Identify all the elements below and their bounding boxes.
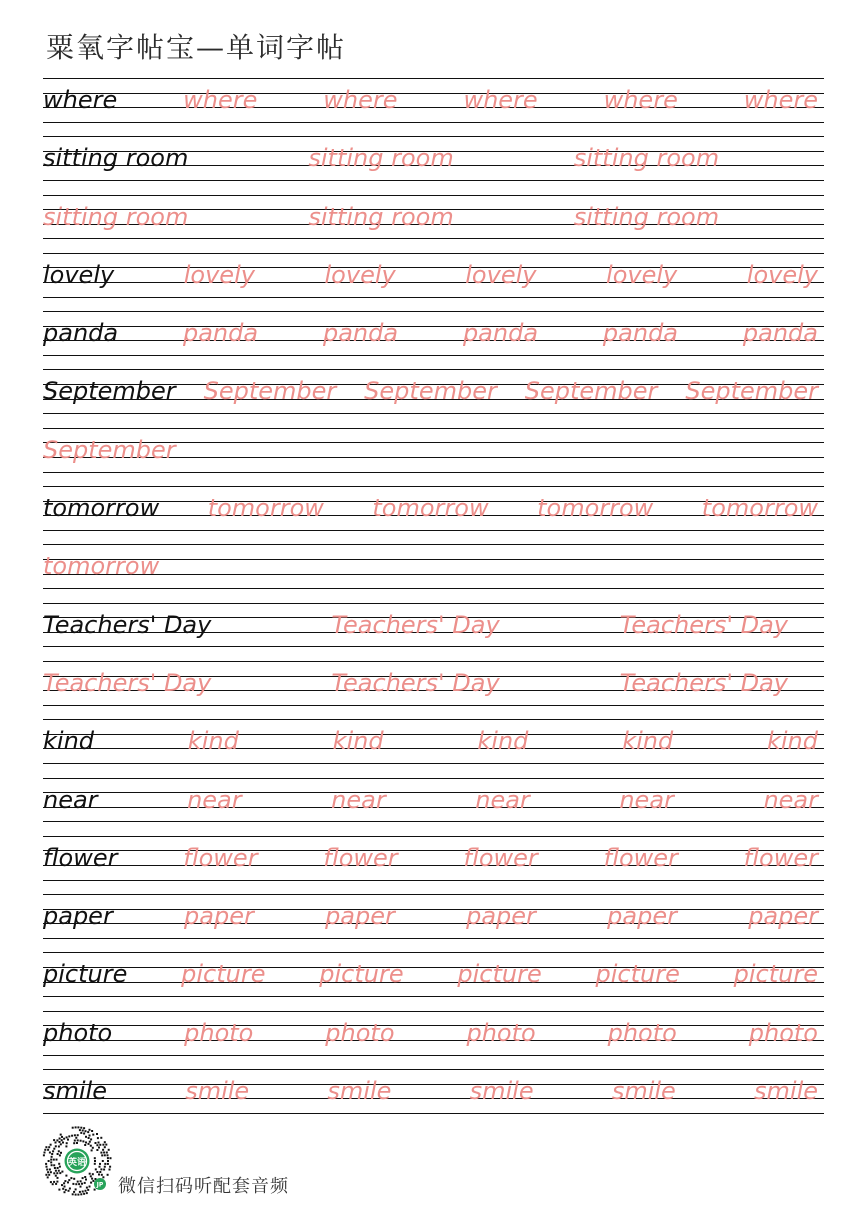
guide-line: [43, 646, 824, 647]
guide-line: [43, 297, 824, 298]
practice-row: [43, 369, 824, 427]
trace-word: sitting room: [308, 144, 454, 173]
trace-word: paper: [466, 902, 536, 931]
guide-line: [43, 763, 824, 764]
practice-row: [43, 253, 824, 311]
guide-line: [43, 107, 824, 108]
model-word: tomorrow: [43, 494, 160, 523]
guide-line: [43, 865, 824, 866]
guide-line: [43, 1055, 824, 1056]
guide-line: [43, 821, 824, 822]
model-word: photo: [43, 1018, 113, 1047]
guide-line: [43, 1113, 824, 1114]
trace-word: paper: [325, 902, 395, 931]
trace-word: where: [323, 86, 398, 114]
trace-word: sitting room: [308, 202, 454, 231]
guide-line: [43, 748, 824, 749]
guide-line: [43, 355, 824, 356]
guide-line: [43, 282, 824, 283]
guide-line: [43, 603, 824, 604]
trace-word: Teachers' Day: [331, 610, 500, 639]
trace-word: where: [463, 86, 538, 114]
trace-word: where: [603, 86, 678, 114]
trace-word: September: [203, 377, 337, 406]
practice-sheet: [43, 78, 824, 1114]
practice-row: [43, 778, 824, 836]
qr-code-icon[interactable]: [41, 1126, 113, 1198]
practice-row: [43, 894, 824, 952]
guide-line: [43, 719, 824, 720]
model-word: kind: [43, 727, 95, 756]
guide-line: [43, 486, 824, 487]
model-word: smile: [43, 1077, 107, 1106]
trace-word: flower: [323, 843, 398, 872]
trace-word: paper: [748, 902, 818, 931]
trace-word: paper: [607, 902, 677, 931]
model-word: picture: [43, 960, 128, 989]
practice-row: [43, 661, 824, 719]
qr-mark-text: JP: [96, 1181, 104, 1189]
guide-line: [43, 996, 824, 997]
trace-word: near: [763, 785, 818, 814]
practice-row: [43, 195, 824, 253]
trace-word: lovely: [324, 260, 396, 289]
guide-line: [43, 1025, 824, 1026]
practice-row: [43, 544, 824, 602]
trace-word: kind: [766, 727, 818, 756]
model-word: near: [43, 785, 98, 814]
trace-word: tomorrow: [537, 494, 654, 523]
trace-word: Teachers' Day: [619, 610, 788, 639]
guide-line: [43, 836, 824, 837]
guide-line: [43, 136, 824, 137]
practice-row: [43, 78, 824, 136]
trace-word: photo: [607, 1018, 677, 1047]
guide-line: [43, 952, 824, 953]
trace-word: Teachers' Day: [619, 668, 788, 697]
guide-line: [43, 311, 824, 312]
model-word: lovely: [43, 260, 115, 289]
trace-word: paper: [184, 902, 254, 931]
trace-word: photo: [184, 1018, 254, 1047]
trace-word: tomorrow: [701, 494, 818, 523]
trace-word: smile: [185, 1077, 250, 1106]
trace-word: where: [183, 86, 258, 114]
trace-word: picture: [595, 960, 680, 989]
trace-word: smile: [327, 1077, 392, 1106]
qr-badge-text: 英语: [67, 1158, 87, 1168]
guide-line: [43, 1098, 824, 1099]
trace-word: near: [619, 785, 674, 814]
model-word: Teachers' Day: [43, 610, 212, 639]
guide-line: [43, 574, 824, 575]
guide-line: [43, 122, 824, 123]
trace-word: tomorrow: [372, 494, 489, 523]
guide-line: [43, 909, 824, 910]
trace-word: flower: [463, 843, 538, 872]
trace-word: lovely: [606, 260, 678, 289]
page-title: 粟氧字帖宝—单词字帖: [46, 31, 347, 64]
guide-line: [43, 778, 824, 779]
guide-line: [43, 588, 824, 589]
guide-line: [43, 850, 824, 851]
trace-word: flower: [603, 843, 678, 872]
trace-word: panda: [182, 319, 259, 348]
guide-line: [43, 267, 824, 268]
trace-word: picture: [319, 960, 404, 989]
trace-word: smile: [469, 1077, 534, 1106]
trace-word: panda: [602, 319, 679, 348]
guide-line: [43, 340, 824, 341]
trace-word: photo: [466, 1018, 536, 1047]
practice-row: [43, 486, 824, 544]
guide-line: [43, 982, 824, 983]
guide-line: [43, 559, 824, 560]
guide-line: [43, 1069, 824, 1070]
trace-word: kind: [332, 727, 384, 756]
trace-word: September: [685, 377, 818, 406]
trace-word: where: [743, 86, 818, 114]
guide-line: [43, 1040, 824, 1041]
trace-word: panda: [322, 319, 399, 348]
trace-word: smile: [754, 1077, 818, 1106]
practice-row: [43, 311, 824, 369]
practice-row: [43, 1011, 824, 1069]
guide-line: [43, 880, 824, 881]
trace-word: panda: [742, 319, 818, 348]
trace-word: flower: [743, 843, 818, 872]
model-word: panda: [43, 319, 119, 348]
trace-word: kind: [187, 727, 239, 756]
trace-word: kind: [622, 727, 674, 756]
guide-line: [43, 428, 824, 429]
trace-word: near: [187, 785, 242, 814]
model-word: flower: [43, 843, 118, 872]
guide-line: [43, 78, 824, 79]
trace-word: picture: [733, 960, 818, 989]
practice-row: [43, 719, 824, 777]
trace-word: September: [43, 435, 176, 464]
guide-line: [43, 734, 824, 735]
trace-word: smile: [611, 1077, 676, 1106]
trace-word: picture: [457, 960, 542, 989]
trace-word: sitting room: [573, 202, 720, 231]
guide-line: [43, 661, 824, 662]
guide-line: [43, 544, 824, 545]
guide-line: [43, 1011, 824, 1012]
model-word: paper: [43, 902, 113, 931]
guide-line: [43, 1084, 824, 1085]
guide-line: [43, 195, 824, 196]
trace-word: lovely: [746, 260, 818, 289]
footer-caption: 微信扫码听配套音频: [118, 1176, 289, 1197]
trace-word: photo: [748, 1018, 818, 1047]
guide-line: [43, 705, 824, 706]
trace-word: Teachers' Day: [331, 668, 500, 697]
trace-word: picture: [181, 960, 266, 989]
guide-line: [43, 180, 824, 181]
trace-word: tomorrow: [43, 552, 160, 581]
guide-line: [43, 93, 824, 94]
practice-row: [43, 1069, 824, 1114]
trace-word: lovely: [465, 260, 537, 289]
model-word: September: [43, 377, 176, 406]
guide-line: [43, 938, 824, 939]
practice-row: [43, 136, 824, 194]
trace-word: sitting room: [573, 144, 720, 173]
trace-word: flower: [183, 843, 258, 872]
trace-word: photo: [325, 1018, 395, 1047]
trace-word: kind: [477, 727, 529, 756]
guide-line: [43, 530, 824, 531]
guide-line: [43, 923, 824, 924]
guide-line: [43, 238, 824, 239]
model-word: sitting room: [43, 144, 189, 173]
model-word: where: [43, 86, 118, 114]
guide-line: [43, 967, 824, 968]
guide-line: [43, 326, 824, 327]
practice-row: [43, 952, 824, 1010]
trace-word: sitting room: [43, 202, 189, 231]
trace-word: near: [475, 785, 530, 814]
guide-line: [43, 894, 824, 895]
guide-line: [43, 472, 824, 473]
guide-line: [43, 792, 824, 793]
practice-row: [43, 428, 824, 486]
practice-row: [43, 603, 824, 661]
trace-word: lovely: [183, 260, 255, 289]
footer: [41, 1126, 441, 1198]
guide-line: [43, 253, 824, 254]
trace-word: near: [331, 785, 386, 814]
guide-line: [43, 413, 824, 414]
trace-word: panda: [462, 319, 539, 348]
practice-row: [43, 836, 824, 894]
trace-word: September: [524, 377, 658, 406]
trace-word: tomorrow: [207, 494, 324, 523]
trace-word: September: [364, 377, 497, 406]
trace-word: Teachers' Day: [43, 668, 212, 697]
guide-line: [43, 369, 824, 370]
guide-line: [43, 807, 824, 808]
